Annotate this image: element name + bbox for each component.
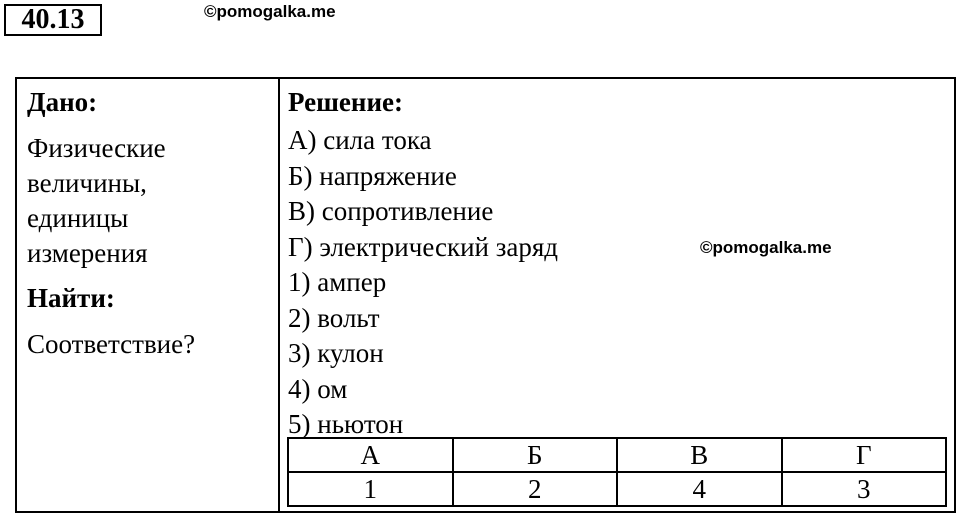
answer-value-cell: 1 [288,472,453,506]
answer-header-cell: Г [782,438,947,472]
answer-header-cell: Б [453,438,618,472]
solution-item: Г) электрический заряд [288,231,559,262]
solution-item: 3) кулон [288,338,384,368]
given-line: измерения [27,238,148,268]
answer-value-cell: 4 [617,472,782,506]
solution-item: 4) ом [288,373,348,404]
answer-value-row [288,472,946,506]
given-line: единицы [27,203,129,233]
given-text [27,131,272,271]
solution-items [288,123,938,443]
answer-table [287,437,947,507]
problem-number: 40.13 [4,4,102,36]
solution-item: А) сила тока [288,125,432,155]
find-text: Соответствие? [27,329,196,359]
solution-heading: Решение: [288,87,403,117]
answer-value-cell: 2 [453,472,618,506]
given-line: величины, [27,168,147,198]
watermark-top: ©pomogalka.me [204,2,336,21]
solution-item: Б) напряжение [288,160,457,191]
given-heading: Дано: [27,87,98,117]
solution-item: 2) вольт [288,302,380,333]
given-column [27,85,272,361]
answer-header-row [288,438,946,472]
solution-item: В) сопротивление [288,196,494,226]
solution-column [288,85,938,443]
given-line: Физические [27,133,166,163]
column-divider [278,79,280,511]
solution-item: 1) ампер [288,267,387,297]
find-heading: Найти: [27,283,115,313]
answer-header-cell: В [617,438,782,472]
answer-value-cell: 3 [782,472,947,506]
solution-table [15,77,956,513]
solution-item: 5) ньютон [288,409,404,439]
answer-header-cell: А [288,438,453,472]
watermark-middle: ©pomogalka.me [700,238,832,257]
